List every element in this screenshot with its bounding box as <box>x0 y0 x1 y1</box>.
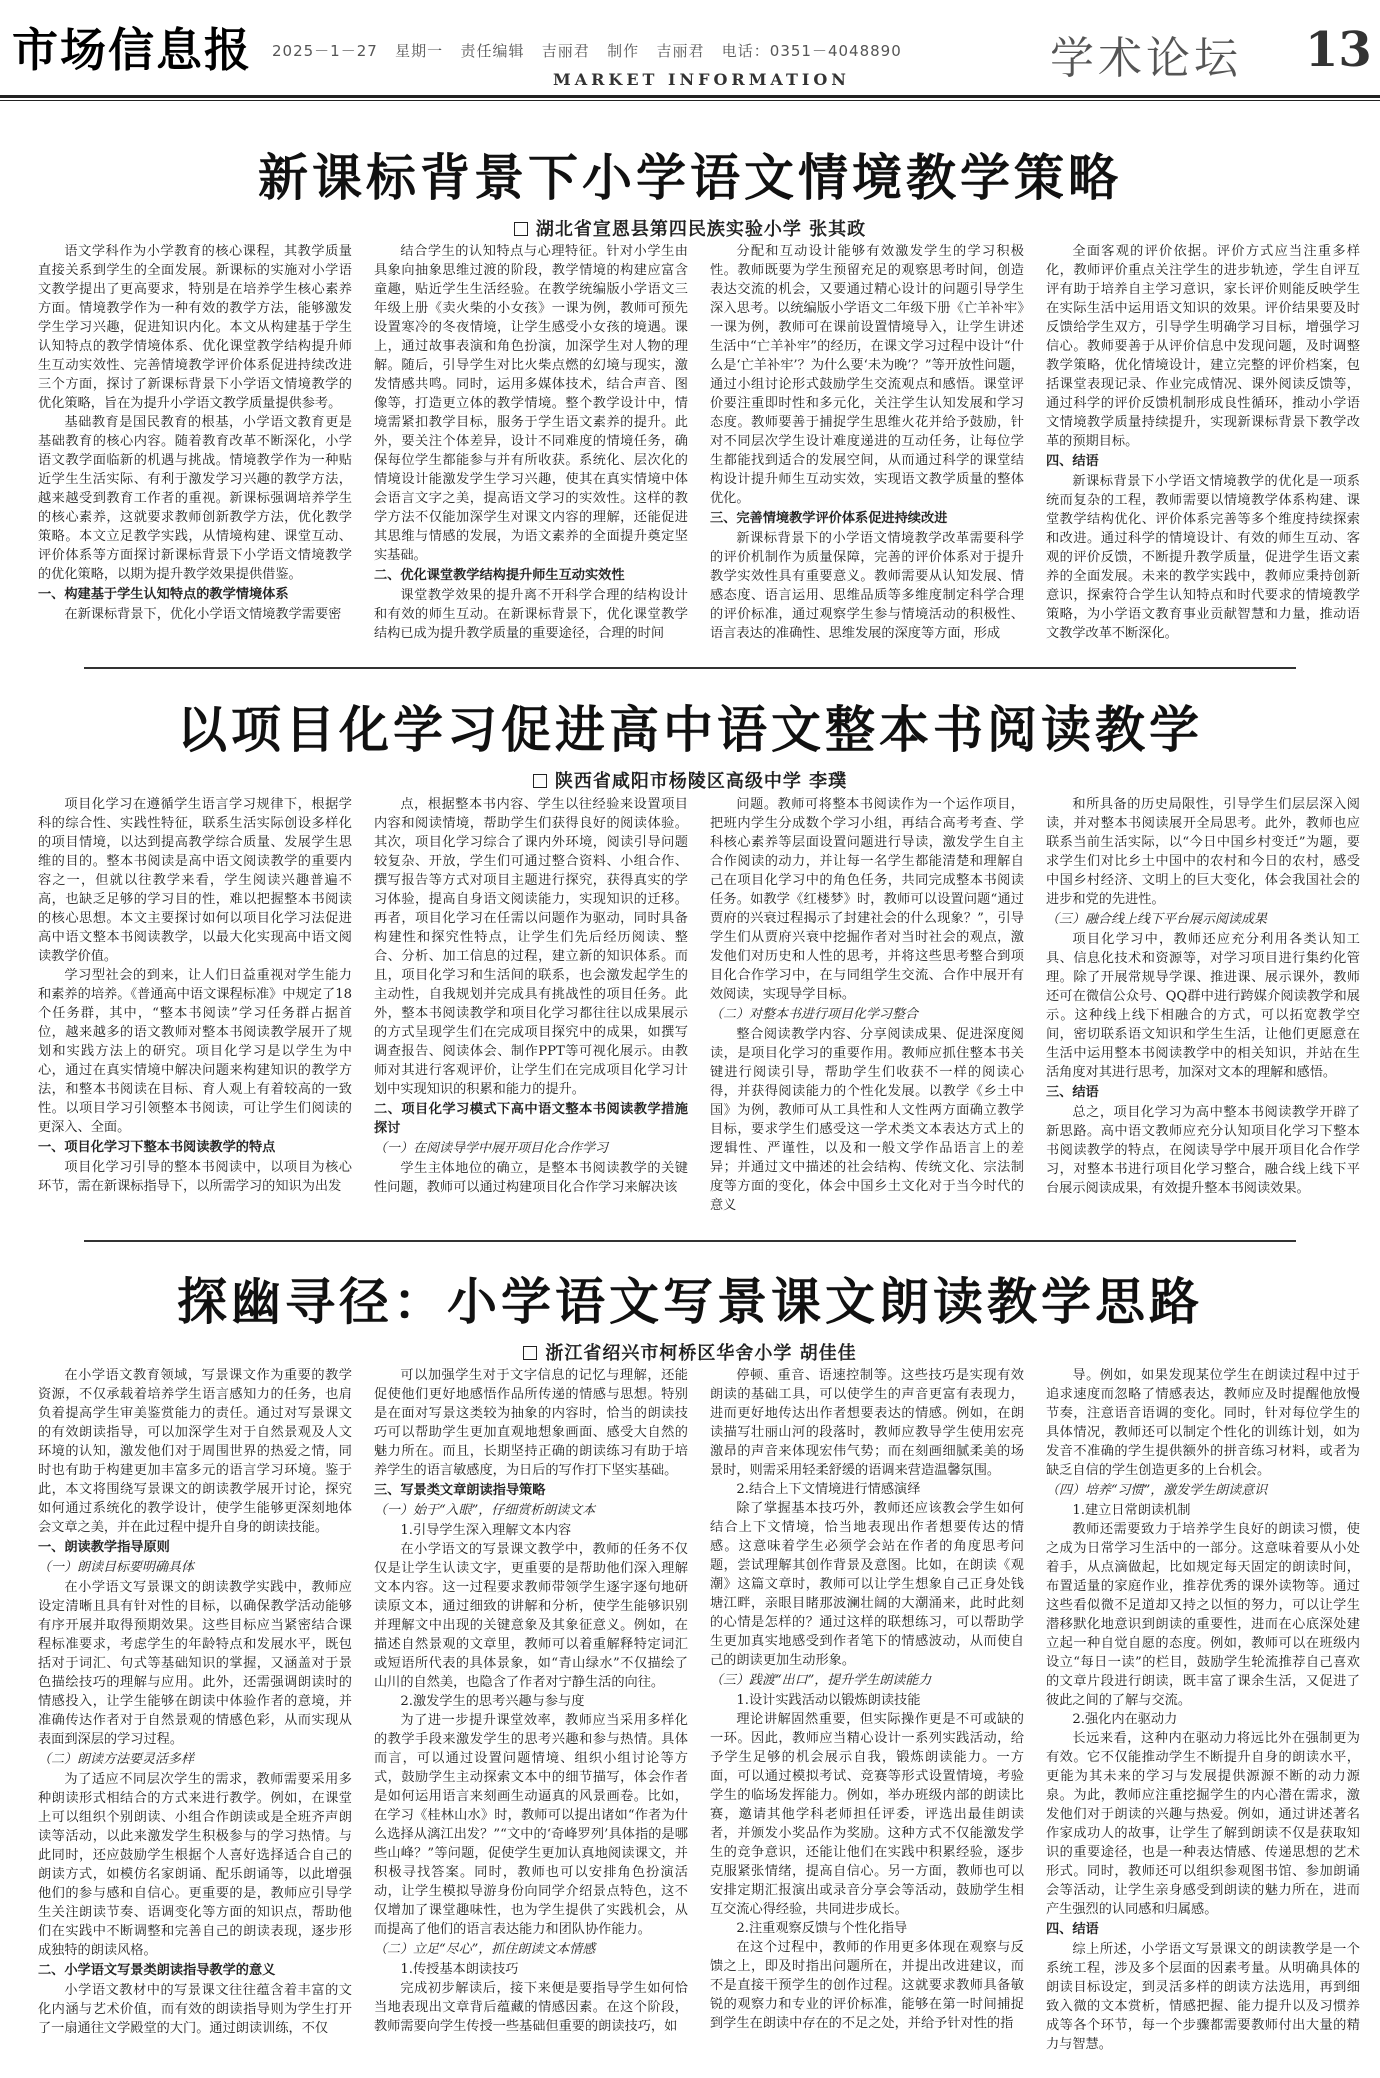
paragraph: 总之，项目化学习为高中整本书阅读教学开辟了新思路。高中语文教师应充分认知项目化学习下整本书阅读教学的特点，在阅读导学中展开项目化合作学习，对整本书进行项目化学习整合，融合线上线下平台展示阅读成果，有效提升整本书阅读效果。 <box>1046 1105 1360 1196</box>
section-heading: 一、构建基于学生认知特点的教学情境体系 <box>38 587 289 602</box>
producer-name: 吉丽君 <box>656 42 705 60</box>
section-heading: 一、项目化学习下整本书阅读教学的特点 <box>38 1140 276 1155</box>
english-name: MARKET INFORMATION <box>553 70 850 89</box>
section-heading: 四、结语 <box>1046 1922 1099 1937</box>
paragraph: 结合学生的认知特点与心理特征。针对小学生由具象向抽象思维过渡的阶段，教学情境的构建应富含童趣，贴近学生生活经验。在教学统编版小学语文三年级上册《卖火柴的小女孩》一课为例，教师可预先设置寒冷的冬夜情境，让学生感受小女孩的境遇。课上，通过故事表演和角色扮演，加深学生对人物的理解。随后，引导学生对比火柴点燃的幻境与现实，激发情感共鸣。同时，运用多媒体技术，结合声音、图像等，打造更立体的教学情境。整个教学设计中，情境需紧扣教学目标，服务于学生语文素养的提升。此外，要关注个体差异，设计不同难度的情境任务，确保每位学生都能参与并有所收获。系统化、层次化的情境设计能激发学生学习兴趣，使其在真实情境中体会语言文字之美，提高语文学习的实效性。这样的教学方法不仅能加深学生对课文内容的理解，还能促进其思维与情感的发展，为语文素养的全面提升奠定坚实基础。 <box>374 244 688 563</box>
paragraph: 新课标背景下小学语文情境教学的优化是一项系统而复杂的工程，教师需要以情境教学体系构建、课堂教学结构优化、评价体系完善等多个维度持续探索和改进。通过科学的情境设计、有效的师生互动、客观的评价反馈，不断提升教学质量，促进学生语文素养的全面发展。未来的教学实践中，教师应秉持创新意识，探索符合学生认知特点和时代要求的情境教学策略，为小学语文教育事业贡献智慧和力量，推动语文教学改革不断深化。 <box>1046 474 1360 641</box>
paragraph: 2.注重观察反馈与个性化指导 <box>736 1921 908 1936</box>
masthead-rule <box>0 95 1380 98</box>
paragraph: 整合阅读教学内容、分享阅读成果、促进深度阅读，是项目化学习的重要作用。教师应抓住整本书关键进行阅读引导，帮助学生们收获不一样的阅读心得，并获得阅读能力的个性化发展。以教学《乡土中国》为例，教师可从工具性和人文性两方面确立教学目标，要求学生们感受这一学术类文本表达方式上的逻辑性、严谨性，以及和一般文学作品语言上的差异；并通过文中描述的社会结构、传统文化、宗法制度等方面的变化，体会中国乡土文化对于当今时代的意义 <box>710 1027 1024 1213</box>
paragraph: 基础教育是国民教育的根基，小学语文教育更是基础教育的核心内容。随着教育改革不断深化，小学语文教学面临新的机遇与挑战。情境教学作为一种贴近学生生活实际、有利于激发学习兴趣的教学方法，越来越受到教育工作者的重视。新课标强调培养学生的核心素养，这就要求教师创新教学方法，优化教学策略。本文立足教学实践，从情境构建、课堂互动、评价体系等方面探讨新课标背景下小学语文情境教学的优化策略，以期为提升教学效果提供借鉴。 <box>38 415 352 582</box>
paragraph: 1.设计实践活动以锻炼朗读技能 <box>736 1693 921 1708</box>
paragraph: 导。例如，如果发现某位学生在朗读过程中过于追求速度而忽略了情感表达，教师应及时提醒他放慢节奏，注意语音语调的变化。同时，针对每位学生的具体情况，教师还可以制定个性化的训练计划，如为发音不准确的学生提供额外的拼音练习材料，或者为缺乏自信的学生创造更多的上台机会。 <box>1046 1368 1360 1478</box>
article-2-body <box>38 795 1360 1227</box>
paragraph: 点，根据整本书内容、学生以往经验来设置项目内容和阅读情境，帮助学生们获得良好的阅读体验。其次，项目化学习综合了课内外环境，阅读引导问题较复杂、开放，学生们可通过整合资料、小组合作、撰写报告等方式对项目主题进行探究，获得真实的学习体验，提高自身语文阅读能力，实现知识的迁移。再者，项目化学习在任需以问题作为驱动，同时具备构建性和探究性特点，让学生们先后经历阅读、整合、分析、加工信息的过程，建立新的知识体系。而且，项目化学习和生活间的联系，也会激发起学生的主动性，自我规划并完成具有挑战性的项目任务。此外，整本书阅读教学和项目化学习都往往以成果展示的方式呈现学生们在完成项目探究中的成果，如撰写调查报告、阅读体会、制作PPT等可视化展示。由教师对其进行客观评价，让学生们在完成项目化学习计划中实现知识的积累和能力的提升。 <box>374 797 688 1097</box>
paragraph: 课堂教学效果的提升离不开科学合理的结构设计和有效的师生互动。在新课标背景下，优化课堂教学结构已成为提升教学质量的重要途径，合理的时间 <box>374 588 688 641</box>
paragraph: 理论讲解固然重要，但实际操作更是不可或缺的一环。因此，教师应当精心设计一系列实践活动，给予学生足够的机会展示自我，锻炼朗读能力。一方面，可以通过模拟考试、竞赛等形式设置情境，考验学生的临场发挥能力。例如，举办班级内部的朗读比赛，邀请其他学科老师担任评委，评选出最佳朗读者，并颁发小奖品作为奖励。这种方式不仅能激发学生的竞争意识，还能让他们在实践中积累经验，逐步克服紧张情绪，提高自信心。另一方面，教师也可以安排定期汇报演出或录音分享会等活动，鼓励学生相互交流心得经验，共同进步成长。 <box>710 1712 1024 1917</box>
producer-label: 制作 <box>607 42 640 60</box>
article-1-column-3 <box>710 242 1024 654</box>
section-heading: 一、朗读教学指导原则 <box>38 1540 170 1555</box>
article-1-column-1 <box>38 242 352 654</box>
section-heading: （一）始于“入眼”，仔细赏析朗读文本 <box>374 1503 596 1518</box>
byline-box-icon <box>523 1346 537 1360</box>
section-heading: （二）立足“尽心”，抓住朗读文本情感 <box>374 1942 596 1957</box>
section-heading: 二、项目化学习模式下高中语文整本书阅读教学措施探讨 <box>374 1102 688 1136</box>
editor-label: 责任编辑 <box>460 42 525 60</box>
section-heading: 四、结语 <box>1046 454 1099 469</box>
paragraph: 问题。教师可将整本书阅读作为一个运作项目，把班内学生分成数个学习小组，再结合高考考查、学科核心素养等层面设置问题进行导读，激发学生自主合作阅读的动力，并让每一名学生都能清楚和理解自己在项目化学习中的角色任务，共同完成整本书阅读任务。如教学《红楼梦》时，教师可以设置问题“通过贾府的兴衰过程揭示了封建社会的什么现象？”，引导学生们从贾府兴衰中挖掘作者对当时社会的观点，激发他们对历史和人性的思考，并将这些思考整合到项目化合作学习中，在与同组学生交流、合作中展开有效阅读，实现导学目标。 <box>710 797 1024 1002</box>
paragraph: 语文学科作为小学教育的核心课程，其教学质量直接关系到学生的全面发展。新课标的实施对小学语文教学提出了更高要求，特别是在培养学生核心素养方面。情境教学作为一种有效的教学方法，能够激发学生学习兴趣，促进知识内化。本文从构建基于学生认知特点的教学情境体系、优化课堂教学结构提升师生互动实效性、完善情境教学评价体系促进持续改进三个方面，探讨了新课标背景下小学语文情境教学的优化策略，旨在为提升小学语文教学质量提供参考。 <box>38 244 352 411</box>
article-3-column-3 <box>710 1366 1024 2066</box>
paragraph: 可以加强学生对于文字信息的记忆与理解，还能促使他们更好地感悟作品所传递的情感与思想。特别是在面对写景这类较为抽象的内容时，恰当的朗读技巧可以帮助学生更加直观地想象画面、感受大自然的魅力所在。而且，长期坚持正确的朗读练习有助于培养学生的语言敏感度，为日后的写作打下坚实基础。 <box>374 1368 688 1478</box>
paragraph: 为了适应不同层次学生的需求，教师需要采用多种朗读形式相结合的方式来进行教学。例如，在课堂上可以组织个别朗读、小组合作朗读或是全班齐声朗读等活动，以此来激发学生积极参与的学习热情。与此同时，还应鼓励学生根据个人喜好选择适合自己的朗读方式，如模仿名家朗诵、配乐朗诵等，以此增强他们的参与感和自信心。更重要的是，教师应引导学生关注朗读节奏、语调变化等方面的知识点，帮助他们在实践中不断调整和完善自己的朗读表现，逐步形成独特的朗读风格。 <box>38 1772 352 1958</box>
article-1-column-4 <box>1046 242 1360 654</box>
page-number: 13 <box>1305 22 1372 78</box>
paragraph: 学习型社会的到来，让人们日益重视对学生能力和素养的培养。《普通高中语文课程标准》中规定了18个任务群，其中，“整本书阅读”学习任务群占据首位，越来越多的语文教师对整本书阅读教学展开了规划和实践方法上的研究。项目化学习是以学生为中心，通过在真实情境中解决问题来构建知识的教学方法，和整本书阅读在目标、育人观上有着较高的一致性。以项目学习引领整本书阅读，可让学生们阅读的更深入、全面。 <box>38 968 352 1135</box>
paragraph: 项目化学习引导的整本书阅读中，以项目为核心环节，需在新课标指导下，以所需学习的知识为出发 <box>38 1160 352 1194</box>
paragraph: 分配和互动设计能够有效激发学生的学习积极性。教师既要为学生预留充足的观察思考时间，创造表达交流的机会，又要通过精心设计的问题引导学生深入思考。以统编版小学语文二年级下册《亡羊补牢》一课为例，教师可在课前设置情境导入，让学生讲述生活中“亡羊补牢”的经历，在课文学习过程中设计“什么是‘亡羊补牢’？为什么要‘未为晚’？”等开放性问题，通过小组讨论形式鼓励学生交流观点和感悟。课堂评价要注重即时性和多元化，关注学生认知发展和学习态度。教师要善于捕捉学生思维火花并给予鼓励，针对不同层次学生设计难度递进的互动任务，让每位学生都能找到适合的发展空间，从而通过科学的课堂结构设计提升师生互动实效，实现语文教学质量的整体优化。 <box>710 244 1024 506</box>
section-heading: 三、结语 <box>1046 1085 1099 1100</box>
masthead <box>0 0 1380 88</box>
article-1-byline <box>0 215 1380 241</box>
editor-name: 吉丽君 <box>541 42 590 60</box>
article-3-column-1 <box>38 1366 352 2066</box>
article-2-column-2 <box>374 795 688 1227</box>
article-2-headline: 以项目化学习促进高中语文整本书阅读教学 <box>177 701 1203 759</box>
paragraph: 除了掌握基本技巧外，教师还应该教会学生如何结合上下文情境，恰当地表现出作者想要传达的情感。这意味着学生必须学会站在作者的角度思考问题，尝试理解其创作背景及意图。比如，在朗读《观潮》这篇文章时，教师可以让学生想象自己正身处钱塘江畔，亲眼目睹那波澜壮阔的大潮涌来，此时此刻的心情是怎样的？通过这样的联想练习，可以帮助学生更加真实地感受到作者笔下的情感波动，从而使自己的朗读更加生动形象。 <box>710 1501 1024 1668</box>
paragraph: 在小学语文教育领域，写景课文作为重要的教学资源，不仅承载着培养学生语言感知力的任务，也肩负着提高学生审美鉴赏能力的责任。通过对写景课文的有效朗读指导，可以加深学生对于自然景观及人文环境的认知，激发他们对于周围世界的热爱之情，同时也有助于构建更加丰富多元的语言学习环境。鉴于此，本文将围绕写景课文的朗读教学展开讨论，探究如何通过系统化的教学设计，使学生能够更深刻地体会文章之美，并在此过程中提升自身的朗读技能。 <box>38 1368 352 1535</box>
issue-date: 2025－1－27 <box>272 42 378 60</box>
paragraph: 完成初步解读后，接下来便是要指导学生如何恰当地表现出文章背后蕴藏的情感因素。在这个阶段，教师需要向学生传授一些基础但重要的朗读技巧，如 <box>374 1981 688 2034</box>
article-3-headline: 探幽寻径：小学语文写景课文朗读教学思路 <box>177 1273 1203 1331</box>
issue-weekday: 星期一 <box>395 42 444 60</box>
newspaper-logo: 市场信息报 <box>12 23 252 77</box>
paragraph: 2.强化内在驱动力 <box>1072 1712 1178 1727</box>
paragraph: 学生主体地位的确立，是整本书阅读教学的关键性问题，教师可以通过构建项目化合作学习来解决该 <box>374 1161 688 1195</box>
article-2-author: 陕西省咸阳市杨陵区高级中学 李璞 <box>554 771 848 792</box>
article-1-column-2 <box>374 242 688 654</box>
article-3-author: 浙江省绍兴市柯桥区华舍小学 胡佳佳 <box>545 1343 857 1364</box>
paragraph: 和所具备的历史局限性，引导学生们层层深入阅读，并对整本书阅读展开全局思考。此外，教师也应联系当前生活实际，以“今日中国乡村变迁”为题，要求学生们对比乡土中国中的农村和今日的农村，感受中国乡村经济、文明上的巨大变化，体会我国社会的进步和党的先进性。 <box>1046 797 1360 907</box>
section-title: 学术论坛 <box>1050 33 1242 84</box>
paragraph: 为了进一步提升课堂效率，教师应当采用多样化的教学手段来激发学生的思考兴趣和参与热情。具体而言，可以通过设置问题情境、组织小组讨论等方式，鼓励学生主动探索文本中的细节描写，体会作者是如何运用语言来刻画生动逼真的风景画卷。比如，在学习《桂林山水》时，教师可以提出诸如“作者为什么选择从漓江出发？”“文中的‘奇峰罗列’具体指的是哪些山峰？”等问题，促使学生更加认真地阅读课文，并积极寻找答案。同时，教师也可以安排角色扮演活动，让学生模拟导游身份向同学介绍景点特色，这不仅增加了课堂趣味性，也为学生提供了实践机会，从而提高了他们的语言表达能力和团队协作能力。 <box>374 1713 688 1937</box>
paragraph: 在小学语文写景课文的朗读教学实践中，教师应设定清晰且具有针对性的目标，以确保教学活动能够有序开展并取得预期效果。这些目标应当紧密结合课程标准要求，考虑学生的年龄特点和发展水平，既包括对于词汇、句式等基础知识的掌握，又涵盖对于景色描绘技巧的理解与应用。此外，还需强调朗读时的情感投入，让学生能够在朗读中体验作者的意境，并准确传达作者对于自然景观的情感色彩，从而实现从表面到深层的学习过程。 <box>38 1580 352 1747</box>
issue-meta <box>272 40 902 61</box>
byline-box-icon <box>514 222 528 236</box>
article-2-column-4 <box>1046 795 1360 1227</box>
article-1-body <box>38 242 1360 654</box>
paragraph: 新课标背景下的小学语文情境教学改革需要科学的评价机制作为质量保障，完善的评价体系对于提升教学实效性具有重要意义。教师需要从认知发展、情感态度、语言运用、思维品质等多维度制定科学合理的评价标准，通过观察学生参与情境活动的积极性、语言表达的准确性、思维发展的深度等方面，形成 <box>710 531 1024 641</box>
section-heading: 二、小学语文写景类朗读指导教学的意义 <box>38 1963 276 1978</box>
paragraph: 停顿、重音、语速控制等。这些技巧是实现有效朗读的基础工具，可以使学生的声音更富有表现力，进而更好地传达出作者想要表达的情感。例如，在朗读描写壮丽山河的段落时，教师应教导学生使用宏亮激昂的声音来体现宏伟气势；而在刻画细腻柔美的场景时，则需采用轻柔舒缓的语调来营造温馨氛围。 <box>710 1368 1024 1478</box>
paragraph: 在小学语文的写景课文教学中，教师的任务不仅仅是让学生认读文字，更重要的是帮助他们深入理解文本内容。这一过程要求教师带领学生逐字逐句地研读原文本，通过细致的讲解和分析，使学生能够识别并理解文中出现的关键意象及其象征意义。例如，在描述自然景观的文章里，教师可以着重解释特定词汇或短语所代表的具体景象，如“青山绿水”不仅描绘了山川的自然美，也隐含了作者对宁静生活的向往。 <box>374 1542 688 1690</box>
paragraph: 在这个过程中，教师的作用更多体现在观察与反馈之上，即及时指出问题所在，并提出改进建议，而不是直接干预学生的创作过程。这就要求教师具备敏锐的观察力和专业的评价标准，能够在第一时间捕捉到学生在朗读中存在的不足之处，并给予针对性的指 <box>710 1940 1024 2031</box>
article-3-column-2 <box>374 1366 688 2066</box>
article-2-column-3 <box>710 795 1024 1227</box>
paragraph: 2.结合上下文情境进行情感演绎 <box>736 1482 921 1497</box>
section-heading: （四）培养“习惯”，激发学生朗读意识 <box>1046 1483 1268 1498</box>
paragraph: 全面客观的评价依据。评价方式应当注重多样化，教师评价重点关注学生的进步轨迹，学生自评互评有助于培养自主学习意识，家长评价则能反映学生在实际生活中运用语文知识的效果。评价结果要及时反馈给学生双方，引导学生明确学习目标，增强学习信心。教师要善于从评价信息中发现问题，及时调整教学策略，优化情境设计，建立完整的评价档案，包括课堂表现记录、作业完成情况、课外阅读反馈等，通过科学的评价反馈机制形成良性循环，推动小学语文情境教学质量持续提升，实现新课标背景下教学改革的预期目标。 <box>1046 244 1360 449</box>
phone-label: 电话： <box>721 42 770 60</box>
paragraph: 1.引导学生深入理解文本内容 <box>400 1523 572 1538</box>
section-heading: 二、优化课堂教学结构提升师生互动实效性 <box>374 568 625 583</box>
article-3-byline <box>0 1339 1380 1365</box>
section-heading: （二）朗读方法要灵活多样 <box>38 1752 195 1767</box>
paragraph: 1.建立日常朗读机制 <box>1072 1503 1191 1518</box>
phone-number: 0351－4048890 <box>769 42 902 60</box>
paragraph: 教师还需要致力于培养学生良好的朗读习惯，使之成为日常学习生活中的一部分。这意味着要从小处着手，从点滴做起，比如规定每天固定的朗读时间，布置适量的家庭作业，推荐优秀的课外读物等。通过这些看似微不足道却又持之以恒的努力，可以让学生潜移默化地意识到朗读的重要性，进而在心底深处建立起一种自觉自愿的态度。例如，教师可以在班级内设立“每日一读”的栏目，鼓励学生轮流推荐自己喜欢的文章片段进行朗读，既丰富了课余生活，又促进了彼此之间的了解与交流。 <box>1046 1522 1360 1708</box>
paragraph: 小学语文教材中的写景课文往往蕴含着丰富的文化内涵与艺术价值，而有效的朗读指导则为学生打开了一扇通往文学殿堂的大门。通过朗读训练，不仅 <box>38 1983 352 2036</box>
article-divider-1 <box>84 667 1296 669</box>
paragraph: 综上所述，小学语文写景课文的朗读教学是一个系统工程，涉及多个层面的因素考量。从明确具体的朗读目标设定，到灵活多样的朗读方法选用，再到细致入微的文本赏析，情感把握、能力提升以及习惯养成等各个环节，每一个步骤都需要教师付出大量的精力与智慧。 <box>1046 1942 1360 2052</box>
section-heading: （三）融合线上线下平台展示阅读成果 <box>1046 912 1268 927</box>
masthead-rule-thin <box>0 100 1380 101</box>
article-divider-2 <box>84 1240 1296 1242</box>
article-3-column-4 <box>1046 1366 1360 2066</box>
section-heading: 三、完善情境教学评价体系促进持续改进 <box>710 511 948 526</box>
paragraph: 1.传授基本朗读技巧 <box>400 1962 519 1977</box>
section-heading: （一）在阅读导学中展开项目化合作学习 <box>374 1141 609 1156</box>
paragraph: 项目化学习中，教师还应充分利用各类认知工具、信息化技术和资源等，对学习项目进行集约化管理。除了开展常规导学课、推进课、展示课外，教师还可在微信公众号、QQ群中进行跨媒介阅读教学和展示。这种线上线下相融合的方式，可以拓宽教学空间，密切联系语文知识和学生生活，让他们更愿意在生活中运用整本书阅读教学中的相关知识，并站在生活角度对其进行思考，加深对文本的理解和感悟。 <box>1046 932 1360 1080</box>
byline-box-icon <box>533 774 547 788</box>
article-2-column-1 <box>38 795 352 1227</box>
section-heading: 三、写景类文章朗读指导策略 <box>374 1483 546 1498</box>
paragraph: 项目化学习在遵循学生语言学习规律下，根据学科的综合性、实践性特征，联系生活实际创设多样化的项目情境，以达到提高教学综合质量、发展学生思维的目的。整本书阅读是高中语文阅读教学的重要内容之一，但就以往教学来看，学生阅读兴趣普遍不高，也缺乏足够的学习目的性，难以把握整本书阅读的核心思想。本文主要探讨如何以项目化学习法促进高中语文整本书阅读教学，以最大化实现高中语文阅读教学价值。 <box>38 797 352 964</box>
section-heading: （一）朗读目标要明确具体 <box>38 1560 195 1575</box>
paragraph: 2.激发学生的思考兴趣与参与度 <box>400 1694 585 1709</box>
article-2-byline <box>0 767 1380 793</box>
article-1-author: 湖北省宣恩县第四民族实验小学 张其政 <box>535 219 867 240</box>
article-1-headline: 新课标背景下小学语文情境教学策略 <box>258 149 1122 207</box>
section-heading: （二）对整本书进行项目化学习整合 <box>710 1007 919 1022</box>
paragraph: 在新课标背景下，优化小学语文情境教学需要密 <box>64 607 342 622</box>
section-heading: （三）践渡“出口”，提升学生朗读能力 <box>710 1673 932 1688</box>
article-3-body <box>38 1366 1360 2066</box>
paragraph: 长远来看，这种内在驱动力将远比外在强制更为有效。它不仅能推动学生不断提升自身的朗读水平，更能为其未来的学习与发展提供源源不断的动力源泉。为此，教师应注重挖掘学生的内心潜在需求，激发他们对于朗读的兴趣与热爱。例如，通过讲述著名作家成功人的故事，让学生了解到朗读不仅是获取知识的重要途径，也是一种表达情感、传递思想的艺术形式。同时，教师还可以组织参观图书馆、参加朗诵会等活动，让学生亲身感受到朗读的魅力所在，进而产生强烈的认同感和归属感。 <box>1046 1731 1360 1917</box>
